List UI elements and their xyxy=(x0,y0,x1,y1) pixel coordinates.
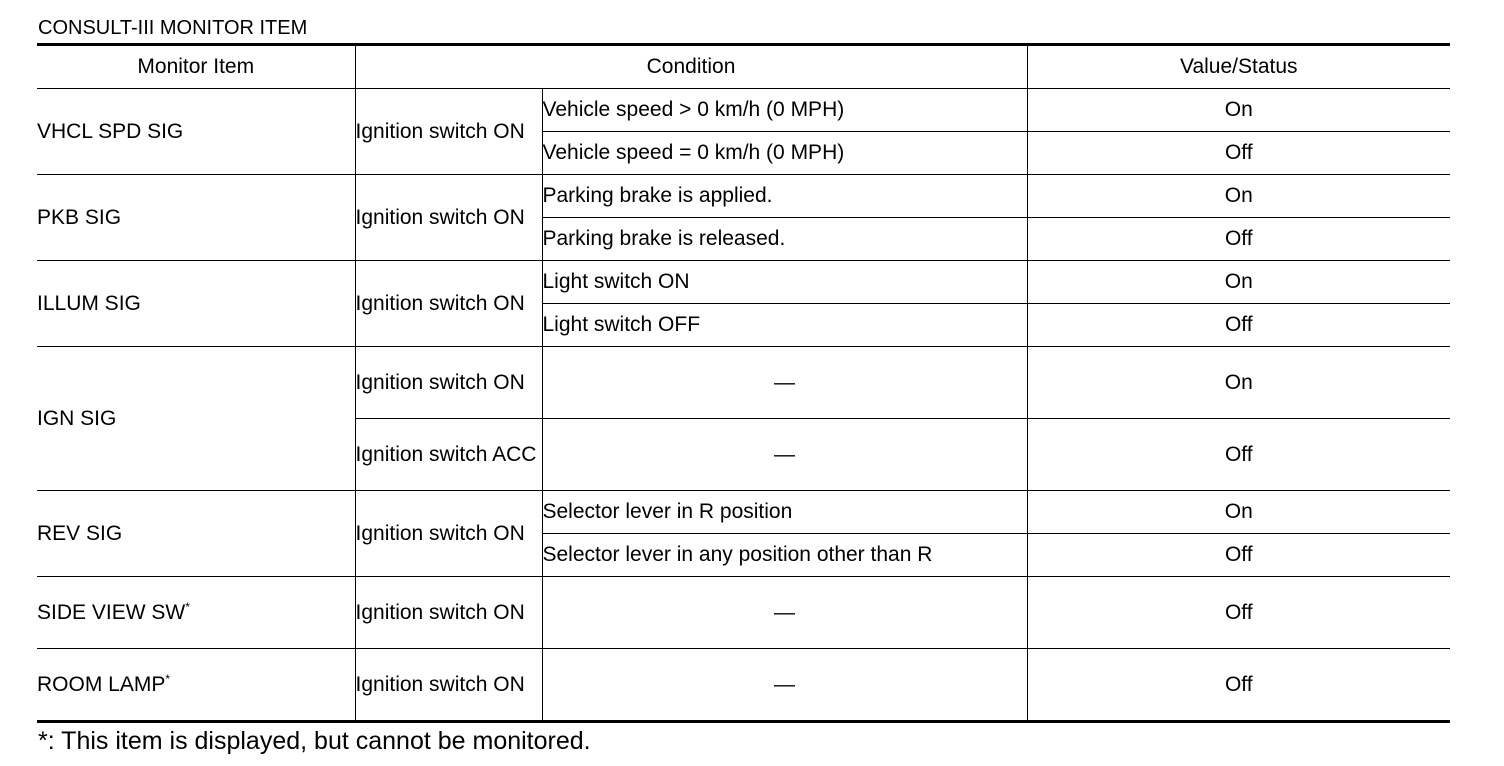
monitor-item-cell: PKB SIG xyxy=(37,175,355,261)
monitor-item-cell: VHCL SPD SIG xyxy=(37,89,355,175)
condition-cell: Vehicle speed = 0 km/h (0 MPH) xyxy=(542,132,1027,175)
value-cell: Off xyxy=(1027,218,1450,261)
monitor-item-cell xyxy=(37,649,355,722)
value-cell: Off xyxy=(1027,419,1450,491)
ignition-cell: Ignition switch ON xyxy=(355,491,542,577)
header-value-status: Value/Status xyxy=(1027,45,1450,89)
condition-cell: Light switch OFF xyxy=(542,304,1027,347)
value-cell: Off xyxy=(1027,577,1450,649)
condition-cell: Selector lever in any position other than R xyxy=(542,534,1027,577)
table-row xyxy=(37,649,1450,722)
ignition-cell: Ignition switch ON xyxy=(355,261,542,347)
ignition-cell: Ignition switch ON xyxy=(355,347,542,419)
monitor-item-cell: IGN SIG xyxy=(37,347,355,491)
condition-cell: — xyxy=(542,649,1027,722)
value-cell: On xyxy=(1027,89,1450,132)
table-row xyxy=(37,89,1450,132)
table-row xyxy=(37,491,1450,534)
footnote-marker: * xyxy=(165,671,171,686)
value-cell: Off xyxy=(1027,534,1450,577)
condition-cell: — xyxy=(542,347,1027,419)
table-row xyxy=(37,261,1450,304)
header-monitor-item: Monitor Item xyxy=(37,45,355,89)
condition-cell: Parking brake is released. xyxy=(542,218,1027,261)
condition-cell: Parking brake is applied. xyxy=(542,175,1027,218)
ignition-cell: Ignition switch ON xyxy=(355,89,542,175)
table-caption: CONSULT-III MONITOR ITEM xyxy=(38,17,308,39)
ignition-cell: Ignition switch ON xyxy=(355,649,542,722)
header-row xyxy=(37,45,1450,89)
value-cell: Off xyxy=(1027,132,1450,175)
condition-cell: — xyxy=(542,419,1027,491)
ignition-cell: Ignition switch ACC xyxy=(355,419,542,491)
value-cell: Off xyxy=(1027,304,1450,347)
condition-cell: — xyxy=(542,577,1027,649)
footnote-marker: * xyxy=(185,599,190,614)
monitor-item-cell: ILLUM SIG xyxy=(37,261,355,347)
condition-cell: Vehicle speed > 0 km/h (0 MPH) xyxy=(542,89,1027,132)
table-row xyxy=(37,577,1450,649)
header-condition: Condition xyxy=(355,45,1027,89)
value-cell: On xyxy=(1027,491,1450,534)
ignition-cell: Ignition switch ON xyxy=(355,577,542,649)
monitor-item-cell: REV SIG xyxy=(37,491,355,577)
value-cell: On xyxy=(1027,261,1450,304)
table-row xyxy=(37,175,1450,218)
value-cell: On xyxy=(1027,347,1450,419)
value-cell: On xyxy=(1027,175,1450,218)
monitor-item-table xyxy=(37,43,1450,723)
monitor-item-cell xyxy=(37,577,355,649)
condition-cell: Light switch ON xyxy=(542,261,1027,304)
table-row xyxy=(37,347,1450,419)
monitor-item-label: ROOM LAMP xyxy=(37,672,166,696)
ignition-cell: Ignition switch ON xyxy=(355,175,542,261)
monitor-item-label: SIDE VIEW SW xyxy=(37,600,186,624)
condition-cell: Selector lever in R position xyxy=(542,491,1027,534)
footnote: *: This item is displayed, but cannot be monitored. xyxy=(38,727,591,755)
value-cell: Off xyxy=(1027,649,1450,722)
